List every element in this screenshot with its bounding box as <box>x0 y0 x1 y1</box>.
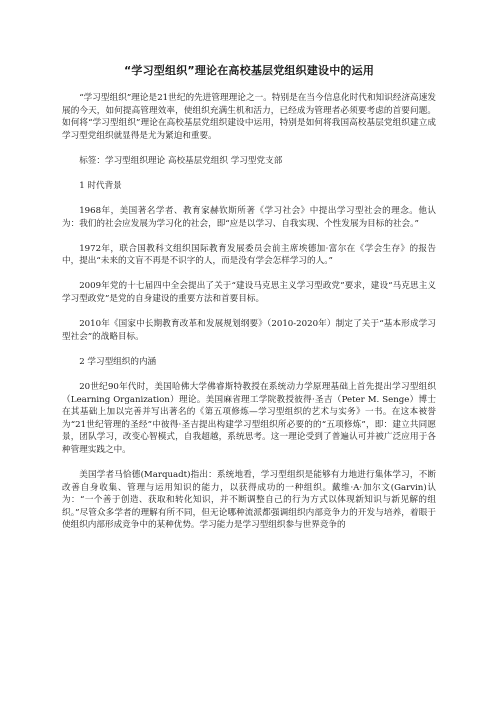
body-paragraph: 2010年《国家中长期教育改革和发展规划纲要》（2010-2020年）制定了关于“基本形成学习型社会”的战略目标。 <box>62 319 436 342</box>
body-paragraph: 1972年，联合国教科文组织国际教育发展委员会前主席埃德加·富尔在《学会生存》的报告中，提出“未来的文盲不再是不识字的人，而是没有学会怎样学习的人。” <box>62 243 436 267</box>
body-paragraph: 20世纪90年代时，美国哈佛大学佛睿斯特教授在系统动力学原理基础上首先提出学习型组织（Learning Organization）理论。美国麻省理工学院教授彼得·圣吉（Peter M. Senge）博士在其基础上加以完善并写出著名的《第五项修炼—学习型组织的艺术与实务》一书。在这本被誉为“21世纪管理的圣经”中彼得·圣吉提出构建学习型组织所必要的的“五项修炼”，即：建立共同愿景，团队学习，改变心智模式，自我超越，系统思考。这一理论受到了普遍认可并被广泛应用于各种管理实践之中。 <box>62 381 436 455</box>
keywords-line: 标签：学习型组织理论 高校基层党组织 学习型党支部 <box>79 155 283 166</box>
body-paragraph: 2009年党的十七届四中全会提出了关于“建设马克思主义学习型政党”要求，建设“马克思主义学习型政党”是党的自身建设的重要方法和首要目标。 <box>62 281 436 305</box>
body-paragraph: 1968年，美国著名学者、教育家赫钦斯所著《学习社会》中提出学习型社会的理念。他认为：我们的社会应发展为学习化的社会，即“应是以学习、自我实现、个性发展为目标的社会。” <box>62 206 436 229</box>
document-title: “学习型组织”理论在高校基层党组织建设中的运用 <box>123 64 375 77</box>
body-paragraph: 美国学者马恰德(Marquadt)指出：系统地看，学习型组织是能够有力地进行集体学习，不断改善自身收集、管理与运用知识的能力，以获得成功的一种组织。戴维·A·加尔文(Garvin)认为：“一个善于创造、获取和转化知识，并不断调整自己的行为方式以体现新知识与新见解的组织。”尽管众多学者的理解有所不同，但无论哪种流派都强调组织内部竞争力的开发与培养，着眼于使组织内部形成竞争中的某种优势。学习能力是学习型组织参与世界竞争的 <box>62 469 436 531</box>
section-heading-2: 2 学习型组织的内涵 <box>79 356 157 367</box>
section-heading-1: 1 时代背景 <box>79 180 122 191</box>
abstract-paragraph: “学习型组织”理论是21世纪的先进管理理论之一。特别是在当今信息化时代和知识经济高速发展的今天，如何提高管理效率，使组织充满生机和活力，已经成为管理者必须要考虑的首要问题。如何将“学习型组织”理论在高校基层党组织建设中运用，特别是如何将我国高校基层党组织建立成学习型党组织就显得是尤为紧迫和重要。 <box>62 93 436 141</box>
